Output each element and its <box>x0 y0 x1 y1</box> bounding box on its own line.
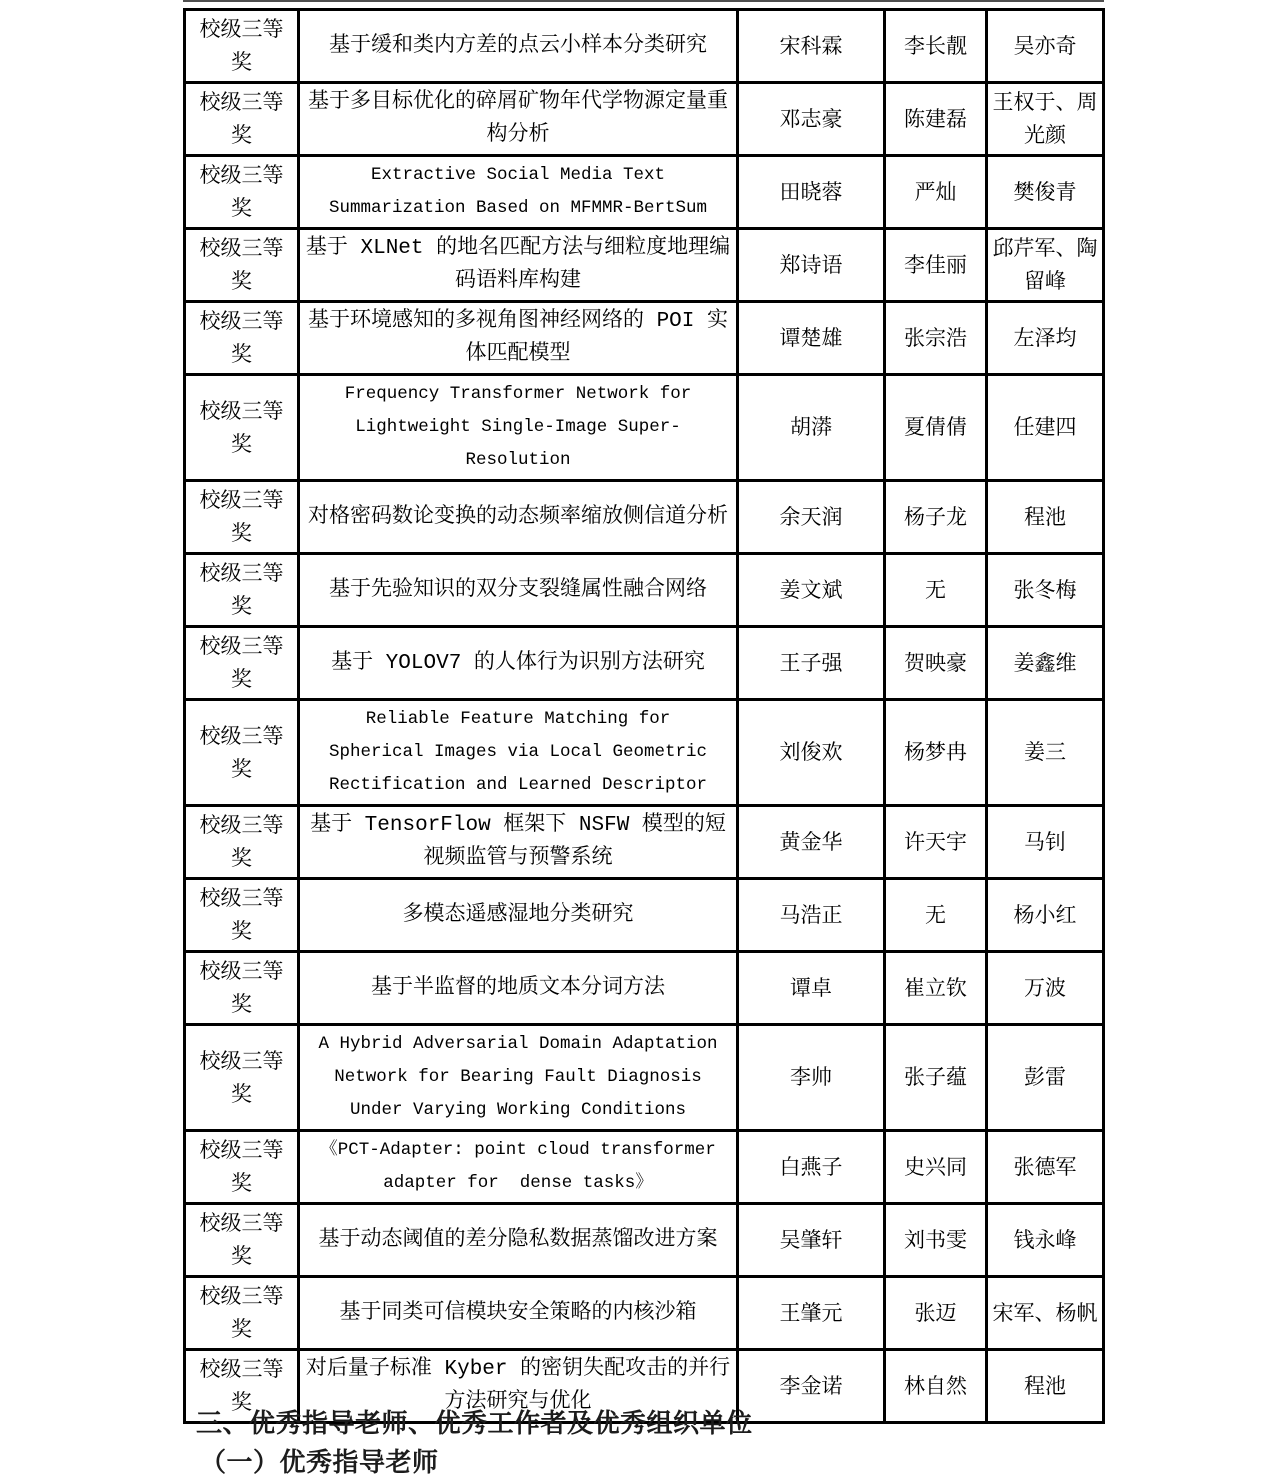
advisor-name-cell: 王权于、周光颜 <box>987 83 1104 156</box>
member-name-cell: 杨子龙 <box>885 481 987 554</box>
member-name-cell: 张宗浩 <box>885 302 987 375</box>
member-name-cell: 林自然 <box>885 1350 987 1423</box>
table-row <box>185 627 1104 700</box>
member-name-cell: 李佳丽 <box>885 229 987 302</box>
award-level-cell: 校级三等奖 <box>185 554 299 627</box>
thesis-title-cell: 对后量子标准 Kyber 的密钥失配攻击的并行方法研究与优化 <box>299 1350 738 1423</box>
thesis-title-cell: A Hybrid Adversarial Domain Adaptation Network for Bearing Fault Diagnosis Under Varying Working Conditions <box>299 1025 738 1131</box>
member-name-cell: 张迈 <box>885 1277 987 1350</box>
advisor-name-cell: 彭雷 <box>987 1025 1104 1131</box>
table-row <box>185 10 1104 83</box>
member-name-cell: 无 <box>885 554 987 627</box>
award-level-cell: 校级三等奖 <box>185 302 299 375</box>
thesis-title-cell: 基于 XLNet 的地名匹配方法与细粒度地理编码语料库构建 <box>299 229 738 302</box>
student-name-cell: 余天润 <box>738 481 885 554</box>
advisor-name-cell: 钱永峰 <box>987 1204 1104 1277</box>
award-level-cell: 校级三等奖 <box>185 481 299 554</box>
member-name-cell: 无 <box>885 879 987 952</box>
subsection-heading: （一）优秀指导老师 <box>200 1448 439 1477</box>
member-name-cell: 杨梦冉 <box>885 700 987 806</box>
thesis-title-cell: Reliable Feature Matching for Spherical Images via Local Geometric Rectification and Learned Descriptor <box>299 700 738 806</box>
award-level-cell: 校级三等奖 <box>185 375 299 481</box>
student-name-cell: 郑诗语 <box>738 229 885 302</box>
member-name-cell: 夏倩倩 <box>885 375 987 481</box>
thesis-title-cell: 基于环境感知的多视角图神经网络的 POI 实体匹配模型 <box>299 302 738 375</box>
student-name-cell: 王子强 <box>738 627 885 700</box>
table-row <box>185 1025 1104 1131</box>
footer-headings <box>196 1404 753 1482</box>
table-row <box>185 1204 1104 1277</box>
award-level-cell: 校级三等奖 <box>185 952 299 1025</box>
member-name-cell: 崔立钦 <box>885 952 987 1025</box>
table-row <box>185 375 1104 481</box>
advisor-name-cell: 任建四 <box>987 375 1104 481</box>
award-level-cell: 校级三等奖 <box>185 1204 299 1277</box>
member-name-cell: 陈建磊 <box>885 83 987 156</box>
thesis-title-cell: 多模态遥感湿地分类研究 <box>299 879 738 952</box>
awards-table-body <box>185 10 1104 1423</box>
student-name-cell: 邓志豪 <box>738 83 885 156</box>
advisor-name-cell: 万波 <box>987 952 1104 1025</box>
award-level-cell: 校级三等奖 <box>185 1131 299 1204</box>
student-name-cell: 黄金华 <box>738 806 885 879</box>
table-row <box>185 806 1104 879</box>
award-level-cell: 校级三等奖 <box>185 10 299 83</box>
advisor-name-cell: 姜鑫维 <box>987 627 1104 700</box>
student-name-cell: 谭楚雄 <box>738 302 885 375</box>
table-row <box>185 554 1104 627</box>
table-row <box>185 302 1104 375</box>
advisor-name-cell: 张冬梅 <box>987 554 1104 627</box>
student-name-cell: 胡漭 <box>738 375 885 481</box>
advisor-name-cell: 程池 <box>987 1350 1104 1423</box>
page-cut-line <box>183 0 1104 2</box>
student-name-cell: 马浩正 <box>738 879 885 952</box>
student-name-cell: 田晓蓉 <box>738 156 885 229</box>
award-level-cell: 校级三等奖 <box>185 229 299 302</box>
thesis-title-cell: 基于先验知识的双分支裂缝属性融合网络 <box>299 554 738 627</box>
table-row <box>185 229 1104 302</box>
student-name-cell: 吴肇轩 <box>738 1204 885 1277</box>
member-name-cell: 贺映豪 <box>885 627 987 700</box>
table-row <box>185 952 1104 1025</box>
table-row <box>185 879 1104 952</box>
award-level-cell: 校级三等奖 <box>185 156 299 229</box>
member-name-cell: 张子蕴 <box>885 1025 987 1131</box>
advisor-name-cell: 左泽均 <box>987 302 1104 375</box>
awards-table <box>183 8 1105 1424</box>
advisor-name-cell: 宋军、杨帆 <box>987 1277 1104 1350</box>
award-level-cell: 校级三等奖 <box>185 627 299 700</box>
thesis-title-cell: 基于半监督的地质文本分词方法 <box>299 952 738 1025</box>
member-name-cell: 史兴同 <box>885 1131 987 1204</box>
table-row <box>185 700 1104 806</box>
thesis-title-cell: Frequency Transformer Network for Lightweight Single-Image Super-Resolution <box>299 375 738 481</box>
student-name-cell: 白燕子 <box>738 1131 885 1204</box>
award-level-cell: 校级三等奖 <box>185 1277 299 1350</box>
advisor-name-cell: 邱芹军、陶留峰 <box>987 229 1104 302</box>
thesis-title-cell: 基于缓和类内方差的点云小样本分类研究 <box>299 10 738 83</box>
award-level-cell: 校级三等奖 <box>185 1350 299 1423</box>
award-level-cell: 校级三等奖 <box>185 83 299 156</box>
student-name-cell: 姜文斌 <box>738 554 885 627</box>
table-row <box>185 156 1104 229</box>
student-name-cell: 谭卓 <box>738 952 885 1025</box>
thesis-title-cell: 基于 TensorFlow 框架下 NSFW 模型的短视频监管与预警系统 <box>299 806 738 879</box>
thesis-title-cell: 《PCT-Adapter: point cloud transformer adapter for dense tasks》 <box>299 1131 738 1204</box>
advisor-name-cell: 樊俊青 <box>987 156 1104 229</box>
student-name-cell: 刘俊欢 <box>738 700 885 806</box>
table-row <box>185 481 1104 554</box>
advisor-name-cell: 吴亦奇 <box>987 10 1104 83</box>
thesis-title-cell: 基于多目标优化的碎屑矿物年代学物源定量重构分析 <box>299 83 738 156</box>
advisor-name-cell: 杨小红 <box>987 879 1104 952</box>
award-level-cell: 校级三等奖 <box>185 1025 299 1131</box>
award-level-cell: 校级三等奖 <box>185 879 299 952</box>
thesis-title-cell: 基于 YOLOV7 的人体行为识别方法研究 <box>299 627 738 700</box>
table-row <box>185 1277 1104 1350</box>
award-level-cell: 校级三等奖 <box>185 806 299 879</box>
advisor-name-cell: 程池 <box>987 481 1104 554</box>
member-name-cell: 李长靓 <box>885 10 987 83</box>
award-level-cell: 校级三等奖 <box>185 700 299 806</box>
table-row <box>185 83 1104 156</box>
thesis-title-cell: Extractive Social Media Text Summarization Based on MFMMR-BertSum <box>299 156 738 229</box>
table-row <box>185 1131 1104 1204</box>
advisor-name-cell: 姜三 <box>987 700 1104 806</box>
thesis-title-cell: 基于动态阈值的差分隐私数据蒸馏改进方案 <box>299 1204 738 1277</box>
advisor-name-cell: 马钊 <box>987 806 1104 879</box>
advisor-name-cell: 张德军 <box>987 1131 1104 1204</box>
member-name-cell: 许天宇 <box>885 806 987 879</box>
section-heading: 三、优秀指导老师、优秀工作者及优秀组织单位 <box>196 1409 753 1438</box>
student-name-cell: 李帅 <box>738 1025 885 1131</box>
student-name-cell: 王肇元 <box>738 1277 885 1350</box>
student-name-cell: 宋科霖 <box>738 10 885 83</box>
student-name-cell: 李金诺 <box>738 1350 885 1423</box>
member-name-cell: 严灿 <box>885 156 987 229</box>
thesis-title-cell: 对格密码数论变换的动态频率缩放侧信道分析 <box>299 481 738 554</box>
thesis-title-cell: 基于同类可信模块安全策略的内核沙箱 <box>299 1277 738 1350</box>
member-name-cell: 刘书雯 <box>885 1204 987 1277</box>
